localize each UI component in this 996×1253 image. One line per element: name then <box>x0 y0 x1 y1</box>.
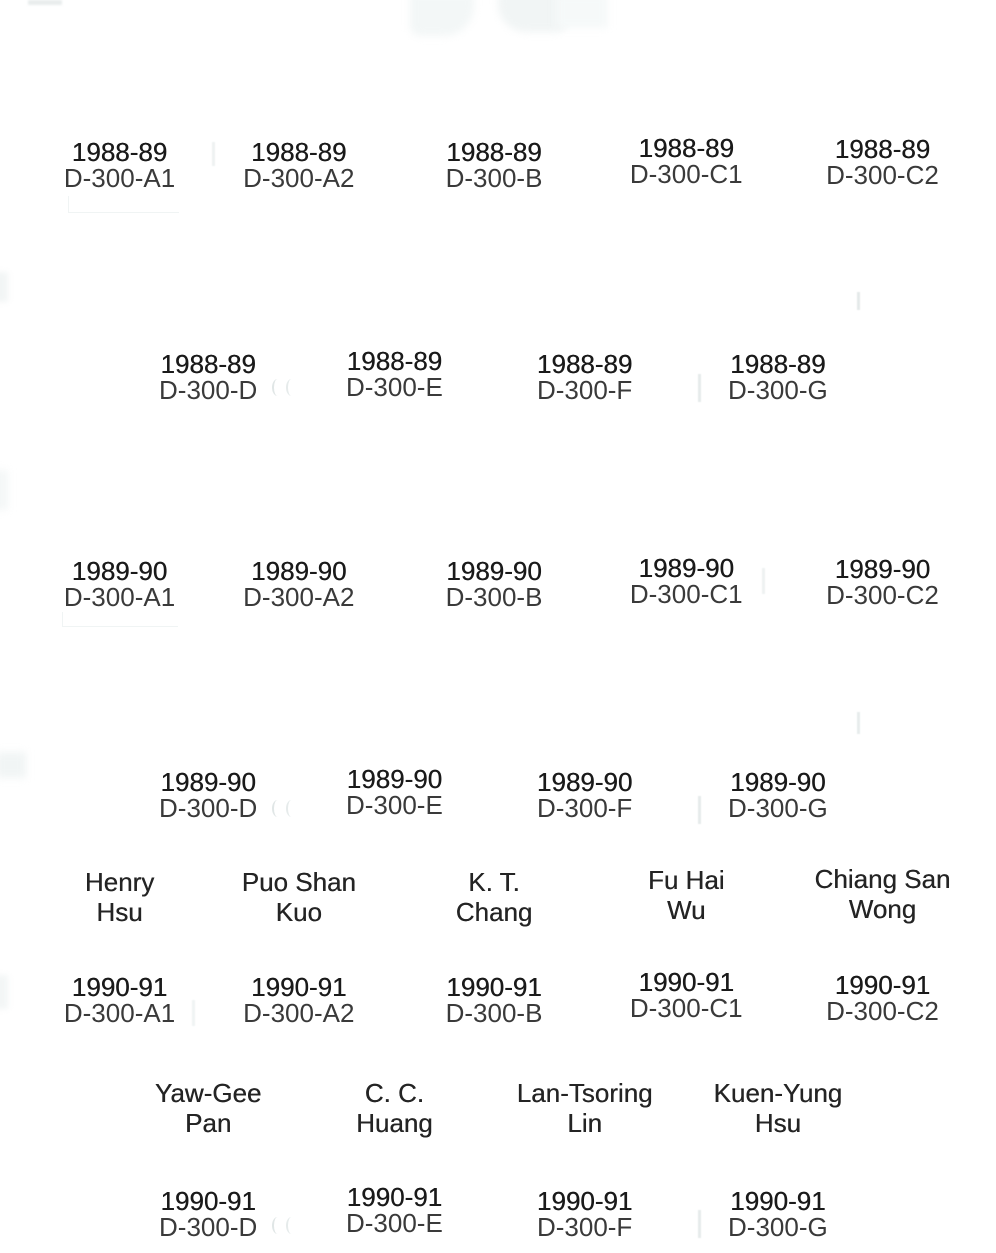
photo-year: 1988-89 <box>160 349 256 379</box>
person-name <box>356 1078 433 1138</box>
photo-year: 1989-90 <box>160 767 256 797</box>
photo-year: 1990-91 <box>71 972 168 1002</box>
person-name <box>456 867 533 927</box>
photo-label <box>346 766 443 819</box>
photo-label <box>826 972 939 1025</box>
name-line-2: Kuo <box>275 897 322 927</box>
photo-label <box>728 769 828 822</box>
photo-label <box>346 348 443 401</box>
photo-code: D-300-D <box>159 375 258 405</box>
label-row-1988-89-top <box>0 133 996 203</box>
photo-label <box>243 139 354 192</box>
photo-code: D-300-F <box>536 1212 633 1242</box>
photo-label <box>64 558 175 611</box>
photo-code: D-300-B <box>445 582 543 612</box>
photo-code: D-300-G <box>728 375 828 405</box>
photo-code: D-300-F <box>536 375 633 405</box>
photo-code: D-300-A2 <box>243 582 355 612</box>
photo-year: 1988-89 <box>346 346 443 376</box>
photo-label <box>64 974 175 1027</box>
photo-label <box>537 1188 632 1241</box>
photo-year: 1989-90 <box>71 556 168 586</box>
photo-code: D-300-C2 <box>826 160 939 190</box>
person-name <box>648 865 725 925</box>
photo-label <box>64 139 175 192</box>
scan-artifact <box>857 292 860 310</box>
photo-label <box>826 556 939 609</box>
photo-label <box>159 769 257 822</box>
photo-label <box>728 1188 828 1241</box>
photo-code: D-300-B <box>445 163 543 193</box>
photo-code: D-300-A2 <box>243 163 355 193</box>
name-line-1: Puo Shan <box>241 867 356 897</box>
photo-year: 1989-90 <box>346 764 443 794</box>
name-line-2: Pan <box>185 1108 232 1138</box>
photo-year: 1989-90 <box>446 556 542 586</box>
name-line-1: Henry <box>84 867 155 897</box>
scan-artifact <box>857 712 860 734</box>
photo-label <box>446 558 543 611</box>
photo-label <box>728 351 828 404</box>
photo-year: 1990-91 <box>834 970 931 1000</box>
photo-code: D-300-C1 <box>629 579 743 609</box>
photo-year: 1989-90 <box>536 767 633 797</box>
photo-code: D-300-E <box>345 372 443 402</box>
person-name <box>155 1078 261 1138</box>
photo-code: D-300-D <box>159 793 258 823</box>
name-line-1: K. T. <box>468 867 520 897</box>
photo-year: 1988-89 <box>536 349 633 379</box>
photo-code: D-300-C2 <box>826 996 939 1026</box>
label-row-1990-91-top <box>0 967 996 1038</box>
photo-label <box>630 555 743 608</box>
name-line-1: Fu Hai <box>647 865 725 895</box>
photo-code: D-300-D <box>159 1212 258 1242</box>
photo-label <box>159 1188 257 1241</box>
person-name <box>815 864 951 924</box>
photo-year: 1988-89 <box>71 137 168 167</box>
photo-year: 1988-89 <box>638 133 734 163</box>
name-line-2: Wong <box>848 894 917 924</box>
photo-code: D-300-A1 <box>63 582 176 612</box>
name-row-1990-91 <box>0 1078 996 1142</box>
photo-year: 1989-90 <box>730 767 826 797</box>
photo-code: D-300-C1 <box>629 159 743 189</box>
photo-year: 1989-90 <box>834 554 931 584</box>
scan-artifact <box>28 0 62 5</box>
photo-year: 1988-89 <box>446 137 542 167</box>
photo-year: 1990-91 <box>638 967 734 997</box>
name-line-1: Yaw-Gee <box>154 1078 262 1108</box>
photo-code: D-300-E <box>345 790 443 820</box>
photo-year: 1988-89 <box>730 349 826 379</box>
scan-artifact <box>556 0 608 28</box>
scan-artifact <box>498 0 568 32</box>
name-line-1: Lan-Tsoring <box>516 1078 653 1108</box>
photo-year: 1990-91 <box>730 1186 826 1216</box>
photo-label <box>630 135 743 188</box>
photo-code: D-300-B <box>445 998 543 1028</box>
photo-label <box>446 139 543 192</box>
photo-code: D-300-E <box>345 1208 443 1238</box>
photo-label <box>446 974 543 1027</box>
photo-code: D-300-A1 <box>63 998 176 1028</box>
name-line-1: C. C. <box>364 1078 425 1108</box>
photo-code: D-300-C1 <box>629 993 743 1023</box>
photo-year: 1990-91 <box>346 1182 443 1212</box>
photo-code: D-300-A1 <box>63 163 176 193</box>
photo-label <box>826 136 939 189</box>
person-name <box>85 867 154 927</box>
name-line-2: Chang <box>455 897 533 927</box>
photo-label <box>346 1184 443 1237</box>
photo-label <box>537 351 632 404</box>
photo-label <box>537 769 632 822</box>
label-row-1988-89-bottom <box>0 346 996 415</box>
scan-artifact <box>0 272 8 302</box>
label-row-1990-91-bottom <box>0 1182 996 1252</box>
name-row-1989-90 <box>0 864 996 931</box>
photo-year: 1989-90 <box>638 553 734 583</box>
photo-year: 1988-89 <box>834 134 931 164</box>
name-line-2: Hsu <box>754 1108 801 1138</box>
photo-year: 1989-90 <box>251 556 347 586</box>
scan-artifact <box>0 470 8 510</box>
person-name <box>714 1078 843 1138</box>
photo-code: D-300-A2 <box>243 998 355 1028</box>
photo-code: D-300-F <box>536 793 633 823</box>
name-line-1: Chiang San <box>814 864 951 894</box>
person-name <box>242 867 356 927</box>
photo-year: 1990-91 <box>536 1186 633 1216</box>
name-line-2: Wu <box>666 895 706 925</box>
name-line-2: Hsu <box>96 897 143 927</box>
photo-year: 1988-89 <box>251 137 347 167</box>
photo-year: 1990-91 <box>160 1186 256 1216</box>
photo-label <box>243 974 354 1027</box>
photo-code: D-300-C2 <box>826 580 939 610</box>
photo-label <box>159 351 257 404</box>
scan-artifact <box>410 0 474 36</box>
name-line-1: Kuen-Yung <box>713 1078 843 1108</box>
photo-label <box>630 969 743 1022</box>
photo-code: D-300-G <box>728 793 828 823</box>
label-row-1989-90-bottom <box>0 764 996 833</box>
name-line-2: Lin <box>567 1108 602 1138</box>
photo-year: 1990-91 <box>446 972 542 1002</box>
person-name <box>517 1078 653 1138</box>
photo-code: D-300-G <box>728 1212 828 1242</box>
photo-label <box>243 558 354 611</box>
label-row-1989-90-top <box>0 553 996 622</box>
photo-year: 1990-91 <box>251 972 347 1002</box>
name-line-2: Huang <box>356 1108 433 1138</box>
